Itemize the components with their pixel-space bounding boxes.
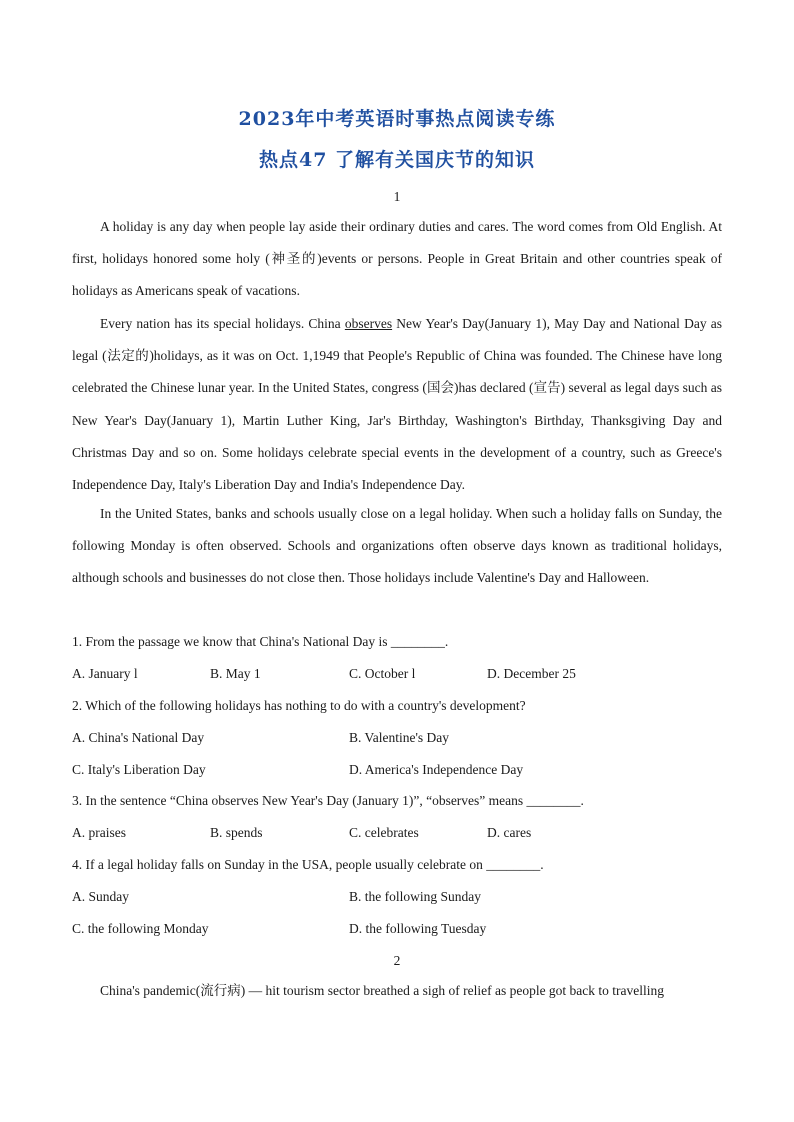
question-1-stem: 1. From the passage we know that China's National Day is ________. — [72, 634, 449, 649]
question-4-option-b: B. the following Sunday — [349, 889, 481, 904]
question-1-option-c: C. October l — [349, 666, 416, 681]
question-2-option-a: A. China's National Day — [72, 730, 205, 745]
question-1-option-b: B. May 1 — [210, 666, 261, 681]
question-3-option-c: C. celebrates — [349, 825, 419, 840]
question-2-stem: 2. Which of the following holidays has nothing to do with a country's development? — [72, 698, 526, 713]
document-subtitle: 热点47 了解有关国庆节的知识 — [258, 149, 536, 171]
question-2-option-c: C. Italy's Liberation Day — [72, 762, 206, 777]
question-1-option-a: A. January l — [72, 666, 138, 681]
question-4-stem: 4. If a legal holiday falls on Sunday in the USA, people usually celebrate on ________. — [72, 857, 544, 872]
passage-paragraph-1: A holiday is any day when people lay aside their ordinary duties and cares. The word comes from Old English. At first, holidays honored some holy (神圣的)events or persons. People in Great Britain and other countries speak of holidays as Americans speak of vacations. — [72, 219, 722, 299]
document-title: 2023年中考英语时事热点阅读专练 — [238, 108, 556, 130]
section-number-2: 2 — [393, 953, 401, 968]
question-4-option-c: C. the following Monday — [72, 921, 209, 936]
question-3-stem: 3. In the sentence “China observes New Year's Day (January 1)”, “observes” means ________. — [72, 793, 584, 808]
passage-paragraph-3: In the United States, banks and schools usually close on a legal holiday. When such a holiday falls on Sunday, the following Monday is often observed. Schools and organizations often observe days known as traditional holidays, although schools and businesses do not close then. Those holidays include Valentine's Day and Halloween. — [72, 506, 722, 586]
underlined-word-observes: observes — [344, 316, 393, 331]
question-1-option-d: D. December 25 — [487, 666, 576, 681]
question-3-option-b: B. spends — [210, 825, 263, 840]
question-4-option-a: A. Sunday — [72, 889, 129, 904]
passage-2-paragraph-1: China's pandemic(流行病) — hit tourism sector breathed a sigh of relief as people got back to travelling — [100, 983, 665, 998]
question-2-option-b: B. Valentine's Day — [349, 730, 450, 745]
question-4-option-d: D. the following Tuesday — [349, 921, 487, 936]
question-3-option-a: A. praises — [72, 825, 126, 840]
passage-paragraph-2 — [72, 308, 722, 501]
paragraph-2-text-before: Every nation has its special holidays. China — [100, 316, 345, 331]
paragraph-2-text-after: New Year's Day(January 1), May Day and National Day as legal (法定的)holidays, as it was on Oct. 1,1949 that People's Republic of China was founded. The Chinese have long celebrated the Chinese lunar year. In the United States, congress (国会)has declared (宣告) several as legal days such as New Year's Day(January 1), Martin Luther King, Jar's Birthday, Washington's Birthday, Thanksgiving Day and Christmas Day and so on. Some holidays celebrate special events in the development of a country, such as Greece's Independence Day, Italy's Liberation Day and India's Independence Day. — [72, 316, 722, 493]
question-3-option-d: D. cares — [487, 825, 532, 840]
section-number-1: 1 — [393, 189, 401, 204]
question-2-option-d: D. America's Independence Day — [349, 762, 524, 777]
